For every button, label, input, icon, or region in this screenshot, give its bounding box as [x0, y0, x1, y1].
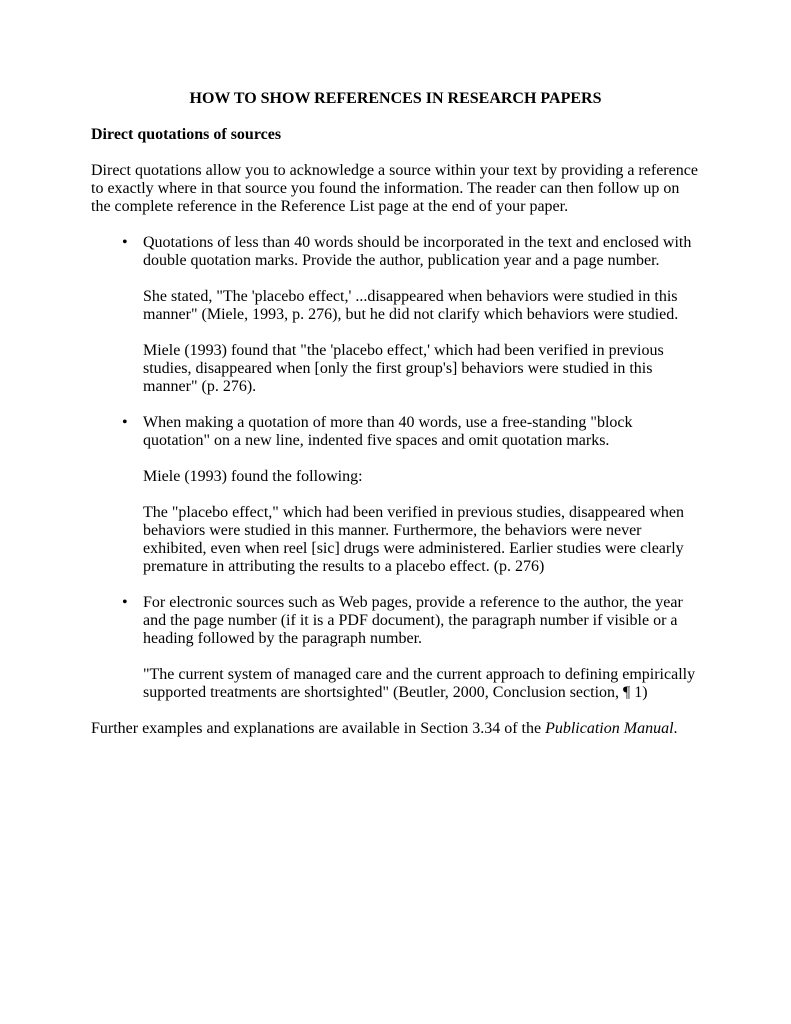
example-paragraph: The "placebo effect," which had been verified in previous studies, disappeared when behaviors were studied in this manner. Furthermore, the behaviors were never exhibited, even when reel [sic] drugs were administered. Earlier studies were clearly premature in attributing the results to a placebo effect. (p. 276): [143, 504, 685, 575]
closing-suffix: .: [673, 720, 678, 737]
closing-text: Further examples and explanations are available in Section 3.34 of the: [91, 720, 546, 737]
closing-italic-title: Publication Manual: [545, 720, 674, 737]
bullet-text: For electronic sources such as Web pages, provide a reference to the author, the year and the page number (if it is a PDF document), the paragraph number if visible or a heading followed by the paragraph number.: [143, 594, 683, 647]
bullet-text: When making a quotation of more than 40 words, use a free-standing "block quotation" on a new line, indented five spaces and omit quotation marks.: [143, 414, 633, 449]
bullet-item-block-quotations: [91, 414, 700, 450]
bullet-icon: •: [122, 414, 128, 431]
bullet-icon: •: [122, 234, 128, 251]
example-paragraph: Miele (1993) found the following:: [143, 468, 363, 485]
closing-paragraph: [91, 720, 700, 738]
example-paragraph: Miele (1993) found that "the 'placebo effect,' which had been verified in previous studies, disappeared when [only the first group's] behaviors were studied in this manner" (p. 276).: [143, 342, 664, 395]
bullet-icon: •: [122, 594, 128, 611]
section-heading: Direct quotations of sources: [91, 126, 282, 143]
bullet-item-electronic-sources: [91, 594, 700, 648]
example-paragraph: She stated, "The 'placebo effect,' ...disappeared when behaviors were studied in this manner" (Miele, 1993, p. 276), but he did not clarify which behaviors were studied.: [143, 288, 679, 323]
intro-paragraph: Direct quotations allow you to acknowledge a source within your text by providing a reference to exactly where in that source you found the information. The reader can then follow up on the complete reference in the Reference List page at the end of your paper.: [91, 162, 698, 215]
bullet-item-short-quotations: [91, 234, 700, 270]
example-paragraph: "The current system of managed care and the current approach to defining empirically supported treatments are shortsighted" (Beutler, 2000, Conclusion section, ¶ 1): [143, 666, 696, 701]
bullet-text: Quotations of less than 40 words should be incorporated in the text and enclosed with double quotation marks. Provide the author, publication year and a page number.: [143, 234, 692, 269]
document-title: HOW TO SHOW REFERENCES IN RESEARCH PAPERS: [189, 90, 602, 107]
